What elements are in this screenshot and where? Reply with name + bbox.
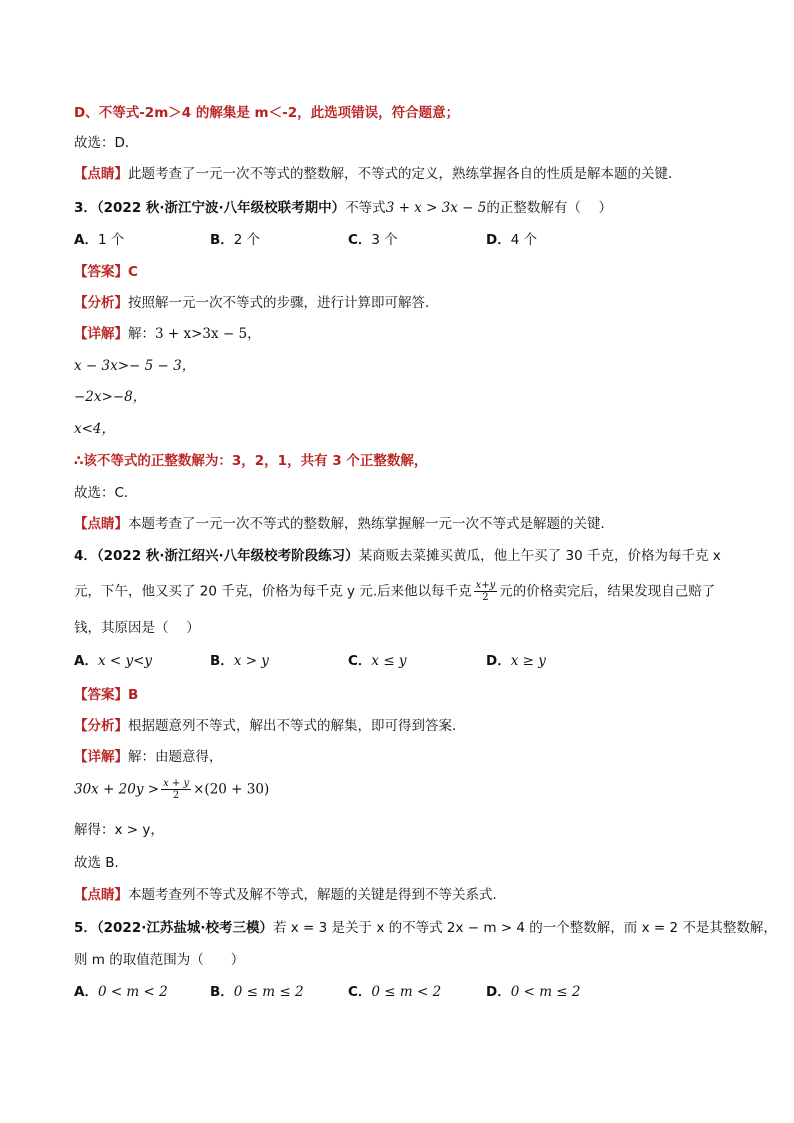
q4-analysis: 【分析】根据题意列不等式，解出不等式的解集，即可得到答案．: [74, 718, 466, 734]
question-3-text: 不等式: [345, 200, 386, 216]
question-5: [74, 919, 777, 937]
q3-selection: 故选：C．: [74, 485, 138, 501]
q4-equation: 30x + 20y > $\frac{x + y}{2}$ ×(20 + 30): [74, 778, 270, 801]
q3-option-c: C．3 个: [348, 232, 398, 248]
q3-analysis: 【分析】按照解一元一次不等式的步骤，进行计算即可解答．: [74, 295, 439, 311]
selection-line: 故选：D．: [74, 135, 139, 151]
question-4-text-1: 某商贩去菜摊买黄瓜，他上午买了 30 千克，价格为每千克 x: [358, 548, 721, 564]
comment-text: 此题考查了一元一次不等式的整数解，不等式的定义，熟练掌握各自的性质是解本题的关键．: [128, 166, 682, 182]
question-3-text-tail: 的正整数解有（ ）: [486, 200, 613, 216]
question-4-line-2: 元，下午，他又买了 20 千克，价格为每千克 y 元.后来他以每千克 $\frac{x+y}{2}$ 元的价格卖完后，结果发现自己赔了: [74, 580, 716, 603]
q3-option-a: A．1 个: [74, 232, 125, 248]
q4-option-a: A．x < y<y: [74, 653, 153, 669]
q4-answer: 【答案】B: [74, 687, 139, 703]
equation-fraction: $\frac{x + y}{2}$: [163, 778, 190, 801]
q4-comment: 【点睛】本题考查列不等式及解不等式，解题的关键是得到不等关系式．: [74, 887, 506, 903]
q4-detail: 【详解】解：由题意得，: [74, 749, 223, 765]
question-3-source: 3．（2022 秋·浙江宁波·八年级校联考期中）: [74, 200, 346, 216]
q3-conclusion: ∴该不等式的正整数解为：3，2，1，共有 3 个正整数解，: [74, 453, 428, 469]
question-4: [74, 547, 721, 565]
question-5-text-1: 若 x = 3 是关于 x 的不等式 2x − m > 4 的一个整数解，而 x = 2 不是其整数解，: [272, 920, 777, 936]
q4-selection: 故选 B．: [74, 855, 129, 871]
question-4-line-3: 钱，其原因是（ ）: [74, 620, 200, 636]
q5-option-a: A．0 < m < 2: [74, 984, 168, 1000]
question-5-line-2: 则 m 的取值范围为（ ）: [74, 952, 245, 968]
q3-option-d: D．4 个: [486, 232, 538, 248]
question-3-expression: 3 + x > 3x − 5: [385, 200, 487, 216]
question-5-source: 5．（2022·江苏盐城·校考三模）: [74, 920, 273, 936]
q4-option-c: C．x ≤ y: [348, 653, 407, 669]
q3-answer: 【答案】C: [74, 264, 138, 280]
q3-step-2: −2x>−8，: [74, 389, 147, 405]
q5-option-d: D．0 < m ≤ 2: [486, 984, 581, 1000]
q3-detail: 【详解】解：3 + x>3x − 5，: [74, 326, 261, 342]
q3-comment: 【点睛】本题考查了一元一次不等式的整数解，熟练掌握解一元一次不等式是解题的关键．: [74, 516, 614, 532]
price-fraction: $\frac{x+y}{2}$: [475, 580, 496, 603]
q5-option-c: C．0 ≤ m < 2: [348, 984, 442, 1000]
option-d-explanation: D、不等式-2m＞4 的解集是 m＜-2，此选项错误，符合题意；: [74, 105, 460, 121]
q4-solution: 解得：x > y，: [74, 822, 164, 838]
q4-option-b: B．x > y: [210, 653, 269, 669]
comment-line: [74, 165, 682, 183]
question-4-source: 4．（2022 秋·浙江绍兴·八年级校考阶段练习）: [74, 548, 359, 564]
comment-tag: 【点睛】: [74, 166, 128, 182]
q3-step-1: x − 3x>− 5 − 3，: [74, 358, 196, 374]
q5-option-b: B．0 ≤ m ≤ 2: [210, 984, 304, 1000]
q3-option-b: B．2 个: [210, 232, 261, 248]
question-3: [74, 199, 612, 217]
q3-step-3: x<4，: [74, 421, 116, 437]
q4-option-d: D．x ≥ y: [486, 653, 546, 669]
